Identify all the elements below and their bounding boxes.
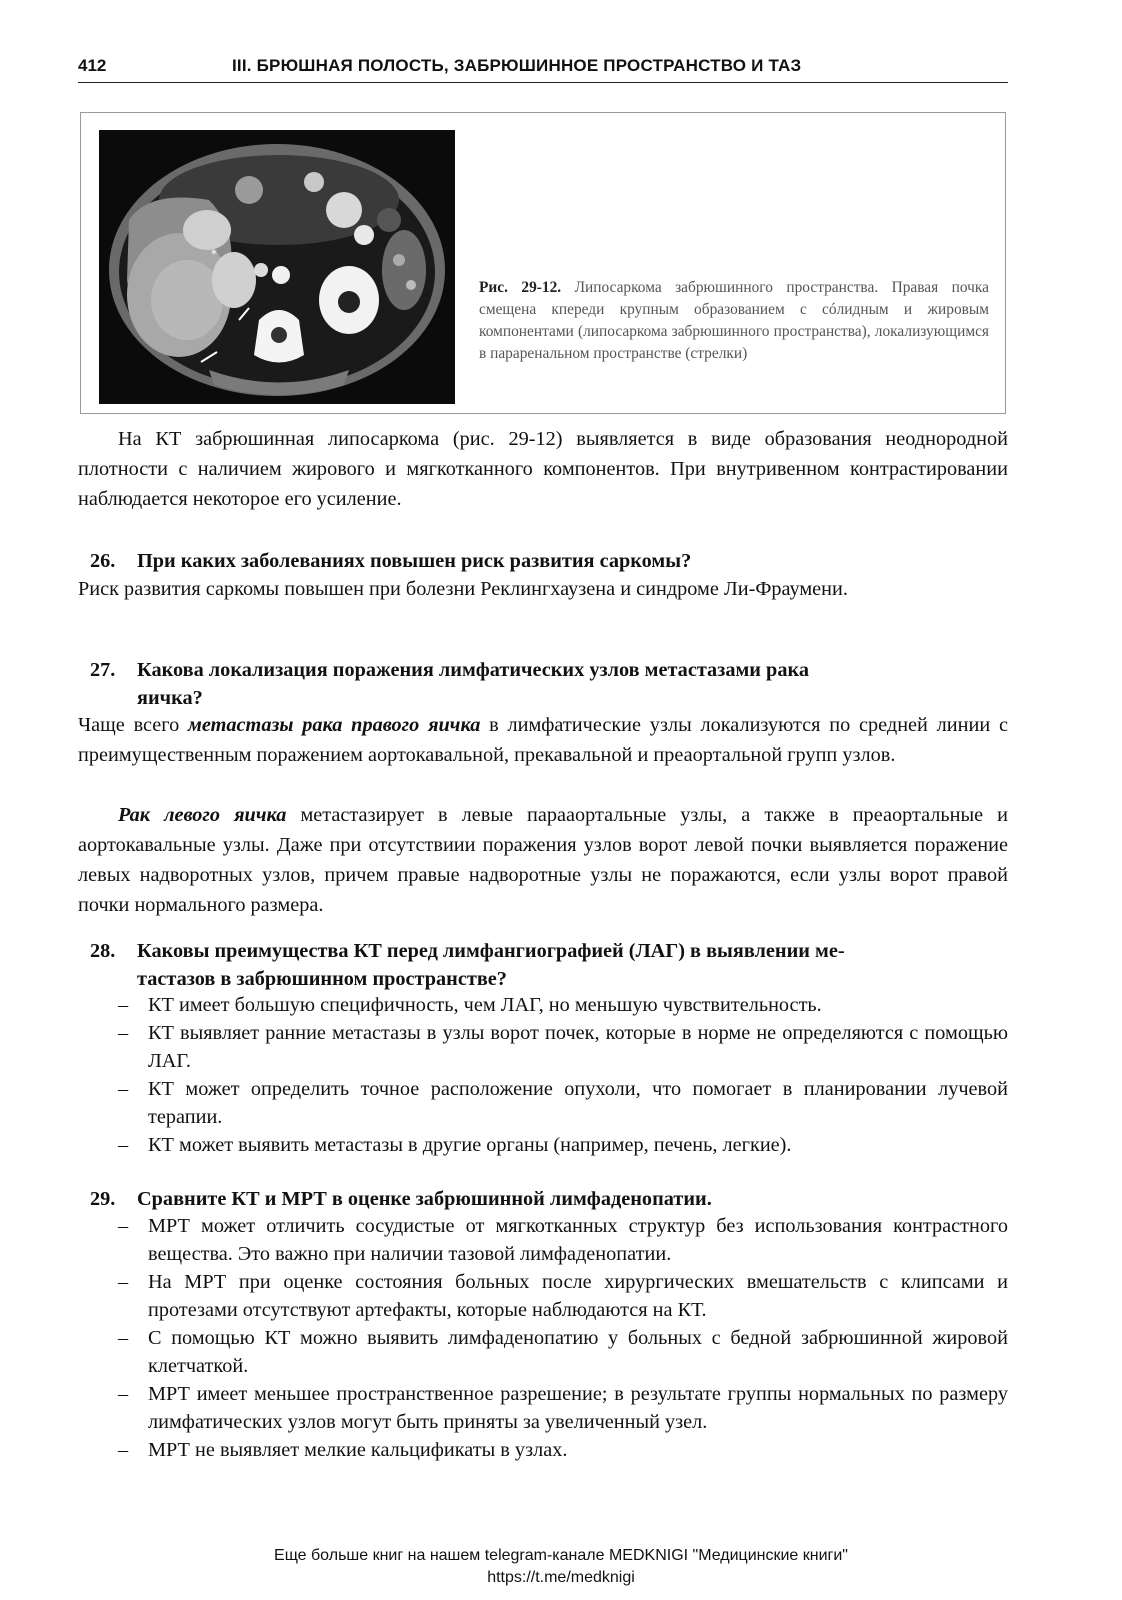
list-item-text: МРТ не выявляет мелкие кальцификаты в узлах. xyxy=(148,1439,568,1461)
running-header xyxy=(78,56,1008,83)
list-item-text: МРТ имеет меньшее пространственное разрешение; в результате группы нормальных по размеру лимфатических узлов могут быть приняты за увеличенный узел. xyxy=(148,1383,1008,1433)
list-item-text: КТ имеет большую специфичность, чем ЛАГ, но меньшую чувствительность. xyxy=(148,994,822,1016)
question-text-line2: тастазов в забрюшинном пространстве? xyxy=(137,968,507,990)
list-item xyxy=(118,1075,1008,1131)
question-text-line1: Какова локализация поражения лимфатических узлов метастазами рака xyxy=(137,659,809,681)
question-number: 29. xyxy=(90,1188,116,1210)
question-28-heading xyxy=(90,937,1008,993)
question-text: При каких заболеваниях повышен риск развития саркомы? xyxy=(137,550,692,572)
list-item xyxy=(118,1324,1008,1380)
question-text: Сравните КТ и МРТ в оценке забрюшинной лимфаденопатии. xyxy=(137,1188,712,1210)
intro-paragraph: На КТ забрюшинная липосаркома (рис. 29-12) выявляется в виде образования неоднородной плотности с наличием жирового и мягкотканного компонентов. При внутривенном контрастировании наблюдается некоторое его усиление. xyxy=(78,428,1008,510)
answer-26: Риск развития саркомы повышен при болезни Реклингхаузена и синдроме Ли-Фраумени. xyxy=(78,578,848,600)
q29-list xyxy=(118,1212,1008,1464)
answer-27-p1-after: в лимфатические узлы локализуются по средней линии с преимущественным поражением аортокавальной, прекавальной и преаортальной групп узлов. xyxy=(78,714,1008,766)
list-item-text: С помощью КТ можно выявить лимфаденопатию у больных с бедной забрюшинной жировой клетчаткой. xyxy=(148,1327,1008,1377)
question-26-heading xyxy=(90,547,1008,575)
list-item-text: МРТ может отличить сосудистые от мягкотканных структур без использования контрастного вещества. Это важно при наличии тазовой лимфаденопатии. xyxy=(148,1215,1008,1265)
footer-link[interactable]: https://t.me/medknigi xyxy=(487,1569,635,1586)
list-dash: – xyxy=(118,1271,129,1293)
figure-caption-text: Липосаркома забрюшинного пространства. Правая почка смещена кпереди крупным образованием с сóлидным и жировым компонентами (липосаркома забрюшинного пространства), локализующимся в параренальном пространстве (стрелки) xyxy=(479,279,989,362)
question-text-line1: Каковы преимущества КТ перед лимфангиографией (ЛАГ) в выявлении ме- xyxy=(137,940,845,962)
list-item-text: КТ может выявить метастазы в другие органы (например, печень, легкие). xyxy=(148,1134,792,1156)
figure-caption xyxy=(479,277,989,365)
list-item xyxy=(118,1436,1008,1464)
list-item xyxy=(118,1268,1008,1324)
q28-list xyxy=(118,991,1008,1159)
list-dash: – xyxy=(118,994,129,1016)
list-dash: – xyxy=(118,1383,129,1405)
answer-27-paragraph-2 xyxy=(78,800,1008,920)
list-dash: – xyxy=(118,1078,129,1100)
question-number: 27. xyxy=(90,659,116,681)
list-item-text: КТ может определить точное расположение опухоли, что помогает в планировании лучевой терапии. xyxy=(148,1078,1008,1128)
list-item xyxy=(118,1212,1008,1268)
svg-text:*: * xyxy=(211,247,217,261)
answer-27-p1-emphasis: метастазы рака правого яичка xyxy=(188,714,481,736)
list-item xyxy=(118,991,1008,1019)
ct-scan-drawing xyxy=(99,130,455,404)
figure-label: Рис. 29-12. xyxy=(479,279,562,296)
list-item-text: На МРТ при оценке состояния больных после хирургических вмешательств с клипсами и протезами отсутствуют артефакты, которые наблюдаются на КТ. xyxy=(148,1271,1008,1321)
section-title: III. БРЮШНАЯ ПОЛОСТЬ, ЗАБРЮШИННОЕ ПРОСТРАНСТВО И ТАЗ xyxy=(232,56,802,75)
list-item xyxy=(118,1131,1008,1159)
question-text-line2: яичка? xyxy=(137,687,203,709)
figure-box xyxy=(80,112,1006,414)
list-item xyxy=(118,1380,1008,1436)
question-number: 28. xyxy=(90,940,116,962)
answer-27-paragraph-1 xyxy=(78,710,1008,770)
page-number: 412 xyxy=(78,56,107,75)
list-dash: – xyxy=(118,1134,129,1156)
question-27-heading xyxy=(90,656,1008,712)
list-dash: – xyxy=(118,1327,129,1349)
list-item-text: КТ выявляет ранние метастазы в узлы ворот почек, которые в норме не определяются с помощью ЛАГ. xyxy=(148,1022,1008,1072)
list-dash: – xyxy=(118,1439,129,1461)
answer-27-p2-emphasis: Рак левого яичка xyxy=(118,804,287,826)
list-dash: – xyxy=(118,1022,129,1044)
list-item xyxy=(118,1019,1008,1075)
ct-scan-image xyxy=(99,130,455,404)
question-number: 26. xyxy=(90,550,116,572)
answer-27-p1-before: Чаще всего xyxy=(78,714,188,736)
question-29-heading xyxy=(90,1185,1008,1213)
footer-promo-text: Еще больше книг на нашем telegram-канале MEDKNIGI "Медицинские книги" xyxy=(274,1547,848,1564)
answer-27-p2-after: метастазирует в левые парааортальные узлы, а также в преаортальные и аортокавальные узлы. Даже при отсутствиии поражения узлов ворот левой почки выявляется поражение левых надворотных узлов, причем правые надворотные узлы не поражаются, если узлы ворот правой почки нормального размера. xyxy=(78,804,1009,916)
list-dash: – xyxy=(118,1215,129,1237)
